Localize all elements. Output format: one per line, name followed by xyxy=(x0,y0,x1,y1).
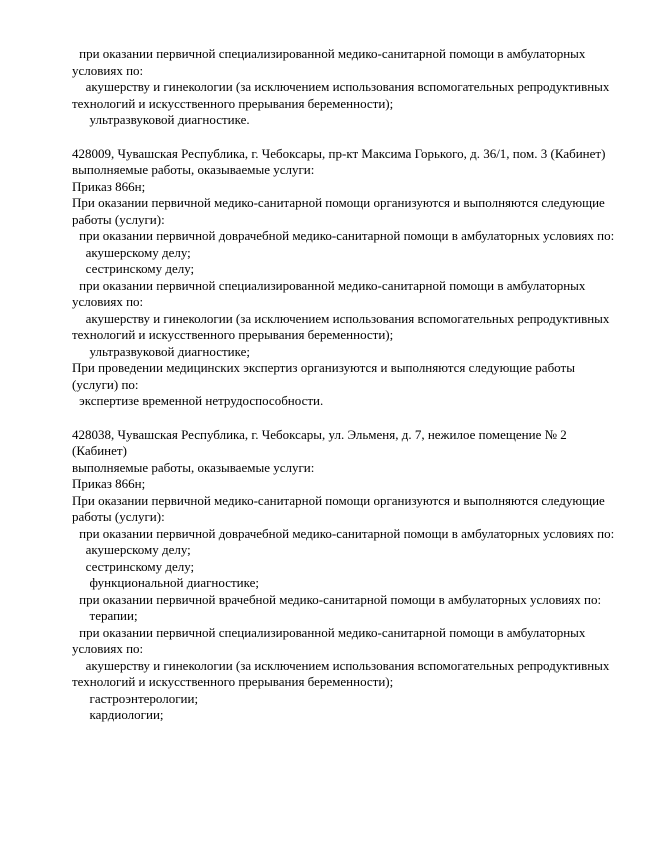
text-line: акушерскому делу; xyxy=(85,542,191,557)
document-block xyxy=(72,427,617,724)
text-line: При оказании первичной медико-санитарной помощи организуются и выполняются следующие работы (услуги): xyxy=(72,195,605,227)
text-line: при оказании первичной доврачебной медико-санитарной помощи в амбулаторных условиях по: xyxy=(79,525,615,541)
text-line: функциональной диагностике; xyxy=(89,575,259,590)
text-line: терапии; xyxy=(89,608,138,623)
text-line: сестринскому делу; xyxy=(85,558,195,574)
text-line: При оказании первичной медико-санитарной помощи организуются и выполняются следующие работы (услуги): xyxy=(72,492,605,524)
text-line: сестринскому делу; xyxy=(85,261,195,276)
document-block xyxy=(72,146,617,410)
text-line: выполняемые работы, оказываемые услуги: xyxy=(72,162,315,177)
text-line: при оказании первичной врачебной медико-санитарной помощи в амбулаторных условиях по: xyxy=(79,591,602,607)
text-line: Приказ 866н; xyxy=(72,476,146,491)
text-line: ультразвуковой диагностике. xyxy=(89,112,250,127)
text-line: при оказании первичной специализированной медико-санитарной помощи в амбулаторных условиях по: xyxy=(72,277,586,309)
text-line: при оказании первичной специализированной медико-санитарной помощи в амбулаторных условиях по: xyxy=(72,46,586,78)
text-line: кардиологии; xyxy=(89,707,164,722)
text-line: ультразвуковой диагностике; xyxy=(89,343,250,359)
text-line: при оказании первичной специализированной медико-санитарной помощи в амбулаторных условиях по: xyxy=(72,624,586,656)
text-line: гастроэнтерологии; xyxy=(89,690,199,706)
text-line: акушерству и гинекологии (за исключением использования вспомогательных репродуктивных технологий и искусственного прерывания беременности); xyxy=(72,310,610,342)
text-line: акушерскому делу; xyxy=(85,244,191,260)
address-line: 428038, Чувашская Республика, г. Чебоксары, ул. Эльменя, д. 7, нежилое помещение № 2 (Кабинет) xyxy=(72,426,567,458)
text-line: акушерству и гинекологии (за исключением использования вспомогательных репродуктивных технологий и искусственного прерывания беременности); xyxy=(72,657,610,689)
text-line: Приказ 866н; xyxy=(72,178,146,194)
document-content xyxy=(72,46,617,724)
document-block xyxy=(72,46,617,129)
address-line: 428009, Чувашская Республика, г. Чебоксары, пр-кт Максима Горького, д. 36/1, пом. 3 (Кабинет) xyxy=(72,145,606,161)
text-line: экспертизе временной нетрудоспособности. xyxy=(79,393,324,408)
text-line: выполняемые работы, оказываемые услуги: xyxy=(72,459,315,475)
text-line: акушерству и гинекологии (за исключением использования вспомогательных репродуктивных технологий и искусственного прерывания беременности); xyxy=(72,79,610,111)
text-line: при оказании первичной доврачебной медико-санитарной помощи в амбулаторных условиях по: xyxy=(79,228,615,243)
text-line: При проведении медицинских экспертиз организуются и выполняются следующие работы (услуги) по: xyxy=(72,360,575,392)
